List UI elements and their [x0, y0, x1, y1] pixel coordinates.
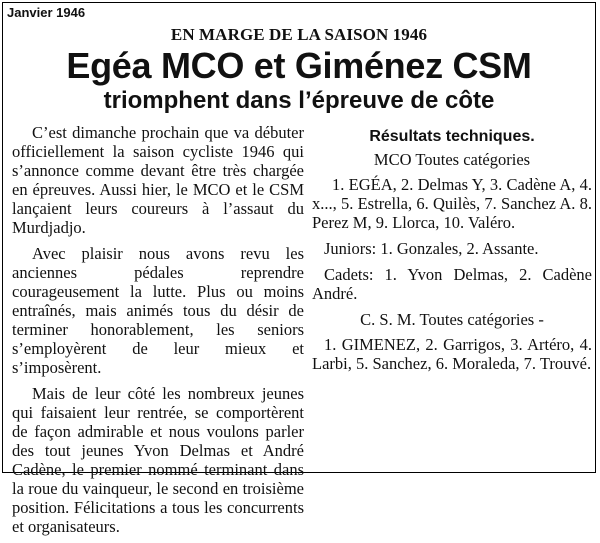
newspaper-clipping: [2, 2, 596, 536]
article-column-right: [312, 123, 592, 380]
article-column-left: [12, 123, 304, 543]
kicker-heading: EN MARGE DE LA SAISON 1946: [170, 25, 428, 44]
mco-heading: MCO Toutes catégories: [373, 150, 531, 169]
mco-results: 1. EGÉA, 2. Delmas Y, 3. Cadène A, 4. x..., 5. Estrella, 6. Quilès, 7. Sanchez A. 8. Perez M, 9. Llorca, 10. Valéro.: [312, 175, 592, 232]
article-paragraph-3: Mais de leur côté les nombreux jeunes qui faisaient leur rentrée, se comportèrent de façon admirable et nous voulons parler des tout jeunes Yvon Delmas et André Cadène, le premier nommé terminant dans la roue du vainqueur, le second en troisième position. Félicitations a tous les concurrents et organisateurs.: [12, 384, 304, 536]
csm-results: 1. GIMENEZ, 2. Garrigos, 3. Artéro, 4. Larbi, 5. Sanchez, 6. Moraleda, 7. Trouvé.: [312, 335, 592, 373]
cadets-results: Cadets: 1. Yvon Delmas, 2. Cadène André.: [312, 265, 592, 303]
juniors-results: Juniors: 1. Gonzales, 2. Assante.: [324, 239, 539, 258]
headline: Egéa MCO et Giménez CSM: [66, 45, 532, 86]
csm-heading: C. S. M. Toutes catégories -: [360, 310, 544, 329]
article-paragraph-1: C’est dimanche prochain que va débuter officiellement la saison cycliste 1946 qui s’annonce comme devant être très chargée en épreuves. Aussi hier, le MCO et le CSM lançaient leurs coureurs à l’assaut du Murdjadjo.: [12, 123, 304, 237]
subheadline: triomphent dans l’épreuve de côte: [103, 87, 495, 114]
article-paragraph-2: Avec plaisir nous avons revu les anciennes pédales reprendre courageusement la lutte. Plus ou moins entraînés, mais animés tous du désir de terminer honorablement, les seniors s’employèrent de leur mieux et s’imposèrent.: [12, 244, 304, 377]
date-label: Janvier 1946: [7, 5, 86, 20]
results-title: Résultats techniques.: [369, 128, 535, 145]
